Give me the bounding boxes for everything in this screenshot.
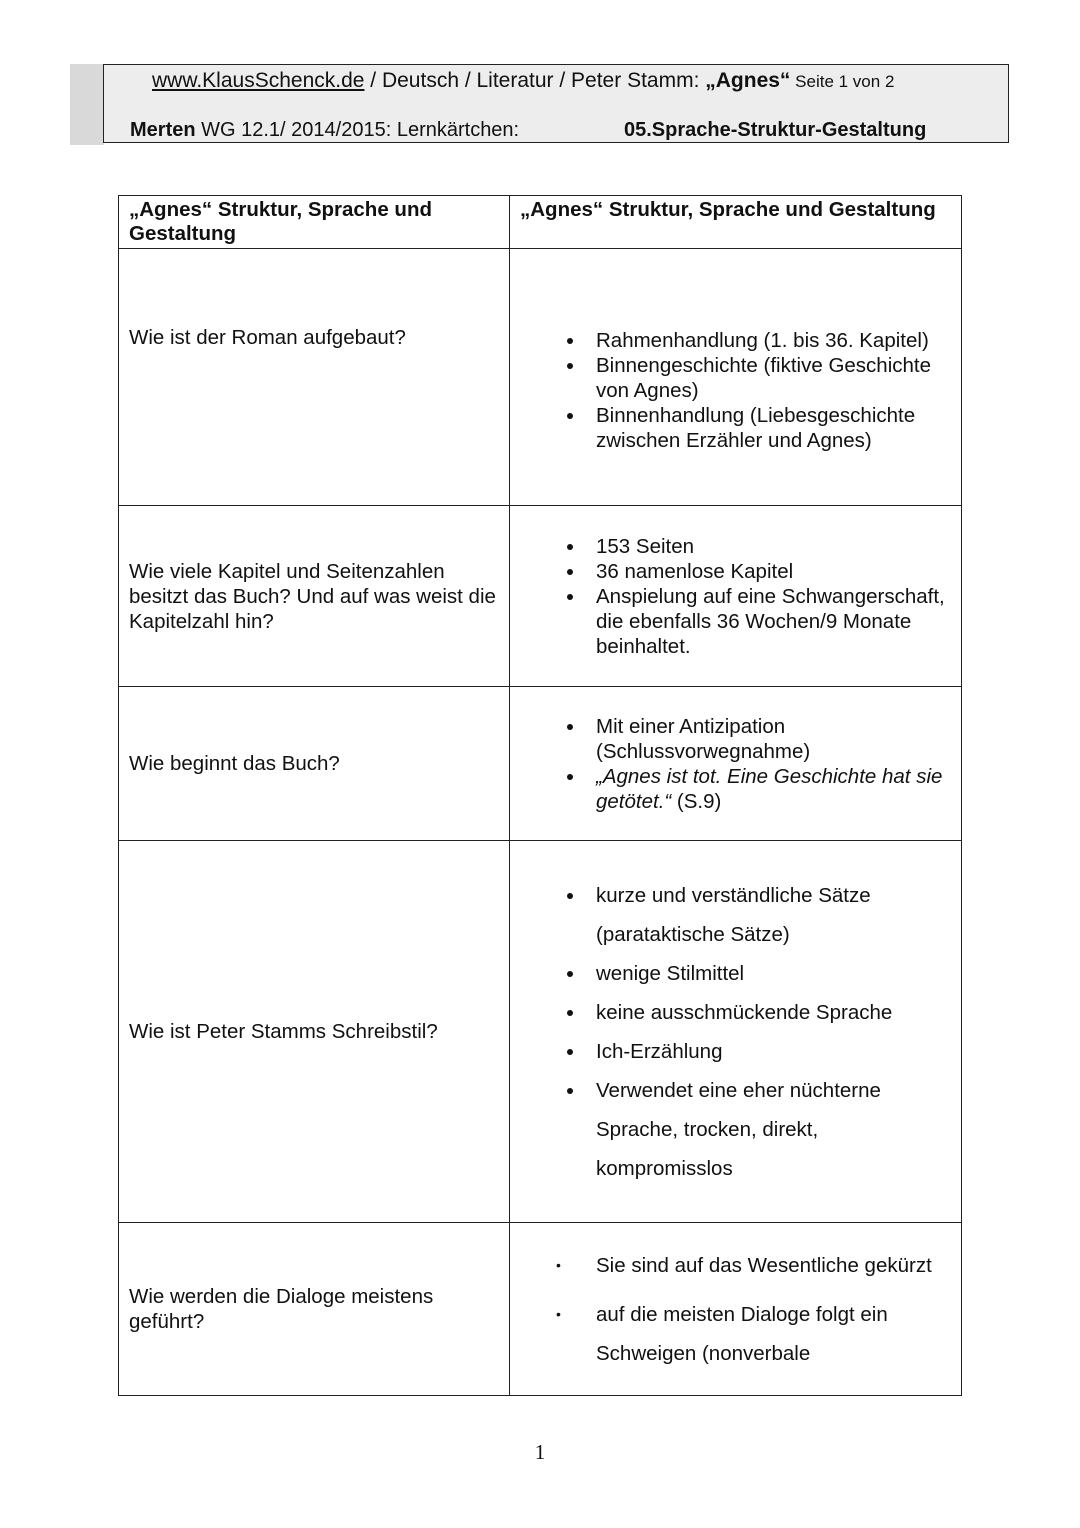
- answer-list: [520, 714, 951, 814]
- list-item: • 36 namenlose Kapitel: [586, 559, 951, 584]
- table-row: [119, 841, 962, 1223]
- site-link[interactable]: www.KlausSchenck.de: [152, 69, 365, 92]
- table-header-row: [119, 196, 962, 249]
- answer-cell: [510, 687, 962, 841]
- list-item: • keine ausschmückende Sprache: [586, 993, 951, 1032]
- list-item: • Mit einer Antizipation (Schlussvorwegnahme): [586, 714, 951, 764]
- answer-list: [520, 876, 951, 1188]
- column-header-right: „Agnes“ Struktur, Sprache und Gestaltung: [510, 196, 962, 249]
- list-item: [586, 764, 951, 814]
- table-row: [119, 506, 962, 687]
- topic-title: 05.Sprache-Struktur-Gestaltung: [624, 119, 927, 141]
- list-item: • 153 Seiten: [586, 534, 951, 559]
- list-item: • auf die meisten Dialoge folgt ein Schweigen (nonverbale: [556, 1302, 888, 1365]
- list-item: • Binnengeschichte (fiktive Geschichte von Agnes): [586, 353, 951, 403]
- list-item: • Verwendet eine eher nüchterne Sprache, trocken, direkt, kompromisslos: [586, 1071, 951, 1188]
- list-item: • kurze und verständliche Sätze (parataktische Sätze): [586, 876, 951, 954]
- author-name: Merten: [130, 119, 196, 141]
- answer-list: [520, 328, 951, 453]
- author-course: WG 12.1/ 2014/2015: Lernkärtchen:: [195, 119, 520, 141]
- question-cell: Wie beginnt das Buch?: [119, 687, 510, 841]
- page-number: 1: [534, 1440, 546, 1464]
- answer-cell: [510, 841, 962, 1223]
- table-row: [119, 1223, 962, 1396]
- question-cell: Wie viele Kapitel und Seitenzahlen besitzt das Buch? Und auf was weist die Kapitelzahl hin?: [119, 506, 510, 687]
- list-item: • wenige Stilmittel: [586, 954, 951, 993]
- column-header-left: „Agnes“ Struktur, Sprache und Gestaltung: [119, 196, 510, 249]
- list-item: • Rahmenhandlung (1. bis 36. Kapitel): [586, 328, 951, 353]
- quote-reference: (S.9): [671, 789, 722, 813]
- question-cell: Wie ist Peter Stamms Schreibstil?: [119, 841, 510, 1223]
- table-row: [119, 249, 962, 506]
- list-item: • Sie sind auf das Wesentliche gekürzt: [556, 1253, 932, 1277]
- answer-cell: [510, 249, 962, 506]
- header-shade: [70, 64, 104, 145]
- book-title: „Agnes“: [705, 69, 791, 92]
- list-item: • Binnenhandlung (Liebesgeschichte zwischen Erzähler und Agnes): [586, 403, 951, 453]
- header-path: / Deutsch / Literatur / Peter Stamm:: [364, 69, 706, 92]
- question-cell: Wie werden die Dialoge meistens geführt?: [119, 1223, 510, 1396]
- flashcard-table: [118, 195, 962, 1396]
- answer-list: [520, 534, 951, 659]
- list-item: • Ich-Erzählung: [586, 1032, 951, 1071]
- header-line-1: [152, 69, 894, 93]
- answer-cell: [510, 1223, 962, 1396]
- answer-cell: [510, 506, 962, 687]
- page-info: Seite 1 von 2: [790, 72, 895, 91]
- list-item: • Anspielung auf eine Schwangerschaft, die ebenfalls 36 Wochen/9 Monate beinhaltet.: [586, 584, 951, 659]
- table-row: [119, 687, 962, 841]
- answer-list: [520, 1246, 951, 1373]
- header-line-2: [130, 119, 927, 142]
- book-quote: „Agnes ist tot. Eine Geschichte hat sie getötet.“: [596, 764, 943, 813]
- document-header: [103, 64, 1009, 143]
- question-cell: Wie ist der Roman aufgebaut?: [119, 249, 510, 506]
